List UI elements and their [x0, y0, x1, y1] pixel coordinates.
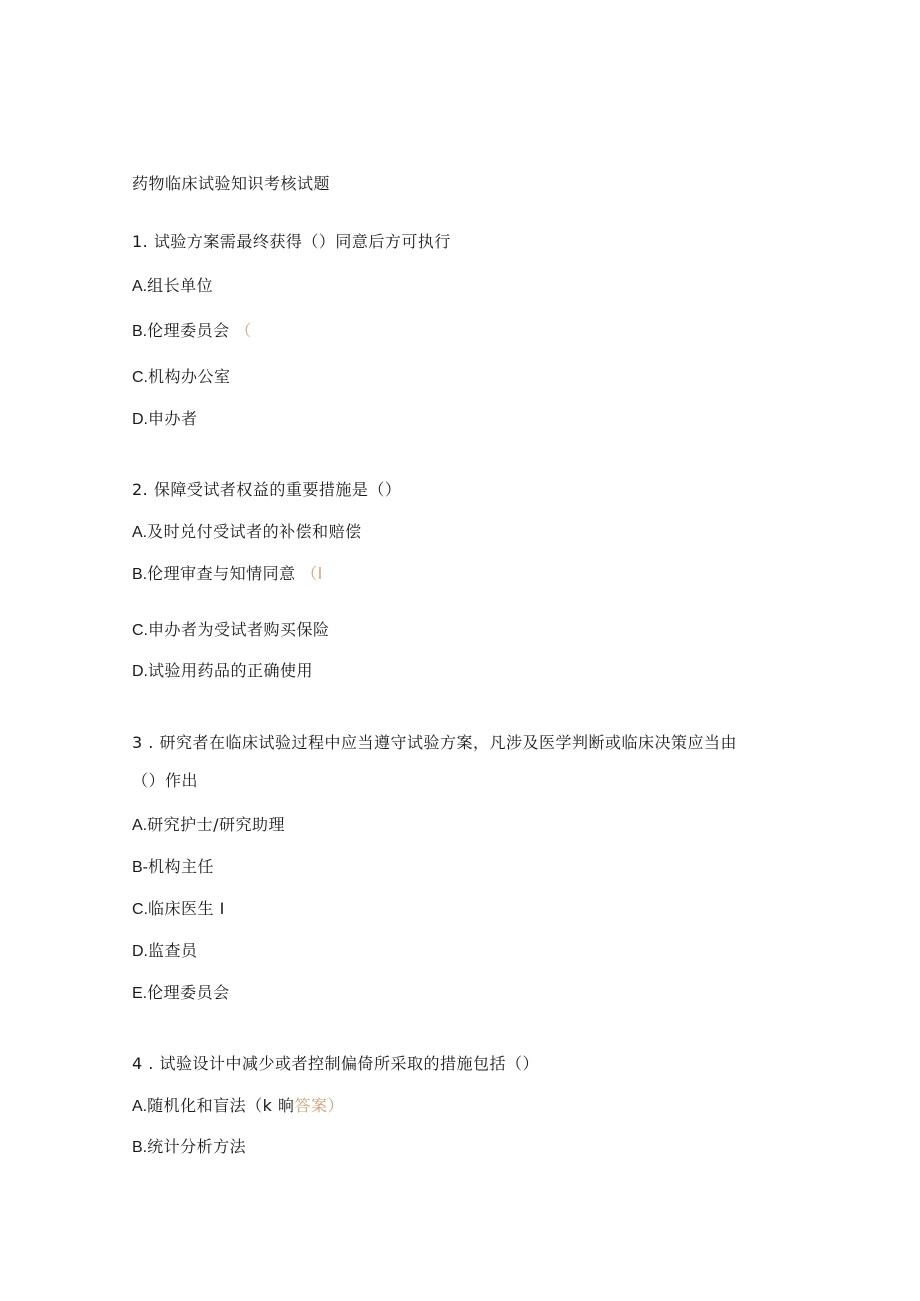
- question-3-option-d: [132, 941, 198, 962]
- option-letter: A.: [132, 524, 148, 541]
- option-text: 申办者为受试者购买保险: [148, 620, 330, 639]
- question-2-option-a: [132, 522, 362, 543]
- question-2-stem: 2. 保障受试者权益的重要措施是（）: [132, 480, 402, 499]
- option-text: 机构办公室: [148, 367, 231, 386]
- question-1-option-b: [132, 321, 252, 342]
- question-1-option-c: [132, 367, 231, 388]
- question-3-option-b: [132, 857, 214, 878]
- option-letter: C.: [132, 622, 148, 639]
- option-letter: B.: [132, 566, 148, 583]
- option-text: 试验用药品的正确使用: [148, 661, 314, 680]
- option-text: 组长单位: [147, 276, 214, 295]
- question-1-option-d: [132, 409, 198, 430]
- question-3-option-c: [132, 899, 225, 920]
- option-letter: B.: [132, 1139, 148, 1156]
- option-letter: D.: [132, 411, 148, 428]
- option-text: 研究护士/研究助理: [147, 815, 286, 834]
- question-4-stem: 4 . 试验设计中减少或者控制偏倚所采取的措施包括（）: [132, 1054, 539, 1073]
- option-text: 及时兑付受试者的补偿和赔偿: [147, 522, 362, 541]
- option-letter: D.: [132, 663, 148, 680]
- option-text: 伦理委员会: [147, 321, 230, 340]
- answer-mark: （: [235, 321, 252, 340]
- question-2-option-d: [132, 661, 313, 682]
- question-2-option-b: [132, 564, 323, 585]
- option-text: 申办者: [148, 409, 198, 428]
- option-letter: A.: [132, 817, 148, 834]
- option-letter: C.: [132, 369, 148, 386]
- option-text: 监查员: [148, 941, 198, 960]
- answer-mark: （l: [301, 564, 323, 583]
- question-4-option-a: [132, 1096, 344, 1117]
- question-3-option-a: [132, 815, 285, 836]
- question-1-option-a: [132, 276, 213, 297]
- question-3-stem-line-2: （）作出: [132, 771, 199, 790]
- option-text: 统计分析方法: [147, 1137, 247, 1156]
- question-1-stem: 1. 试验方案需最终获得（）同意后方可执行: [132, 232, 451, 251]
- question-4-option-b: [132, 1137, 246, 1158]
- option-text: 机构主任: [148, 857, 215, 876]
- question-2-option-c: [132, 620, 330, 641]
- option-letter: D.: [132, 943, 148, 960]
- option-letter: B-: [132, 859, 148, 876]
- option-letter: A.: [132, 1098, 148, 1115]
- option-text: 伦理委员会: [147, 983, 230, 1002]
- option-letter: C.: [132, 901, 148, 918]
- option-text: 随机化和盲法（k 晌: [147, 1096, 295, 1115]
- question-3-stem-line-1: 3 . 研究者在临床试验过程中应当遵守试验方案，凡涉及医学判断或临床决策应当由: [132, 733, 737, 752]
- option-text: 伦理审查与知情同意: [147, 564, 296, 583]
- document-title: 药物临床试验知识考核试题: [132, 174, 331, 193]
- option-letter: E.: [132, 985, 148, 1002]
- option-letter: B.: [132, 323, 148, 340]
- answer-mark: 答案）: [294, 1096, 344, 1115]
- option-text: 临床医生 I: [148, 899, 225, 918]
- option-letter: A.: [132, 278, 148, 295]
- question-3-option-e: [132, 983, 230, 1004]
